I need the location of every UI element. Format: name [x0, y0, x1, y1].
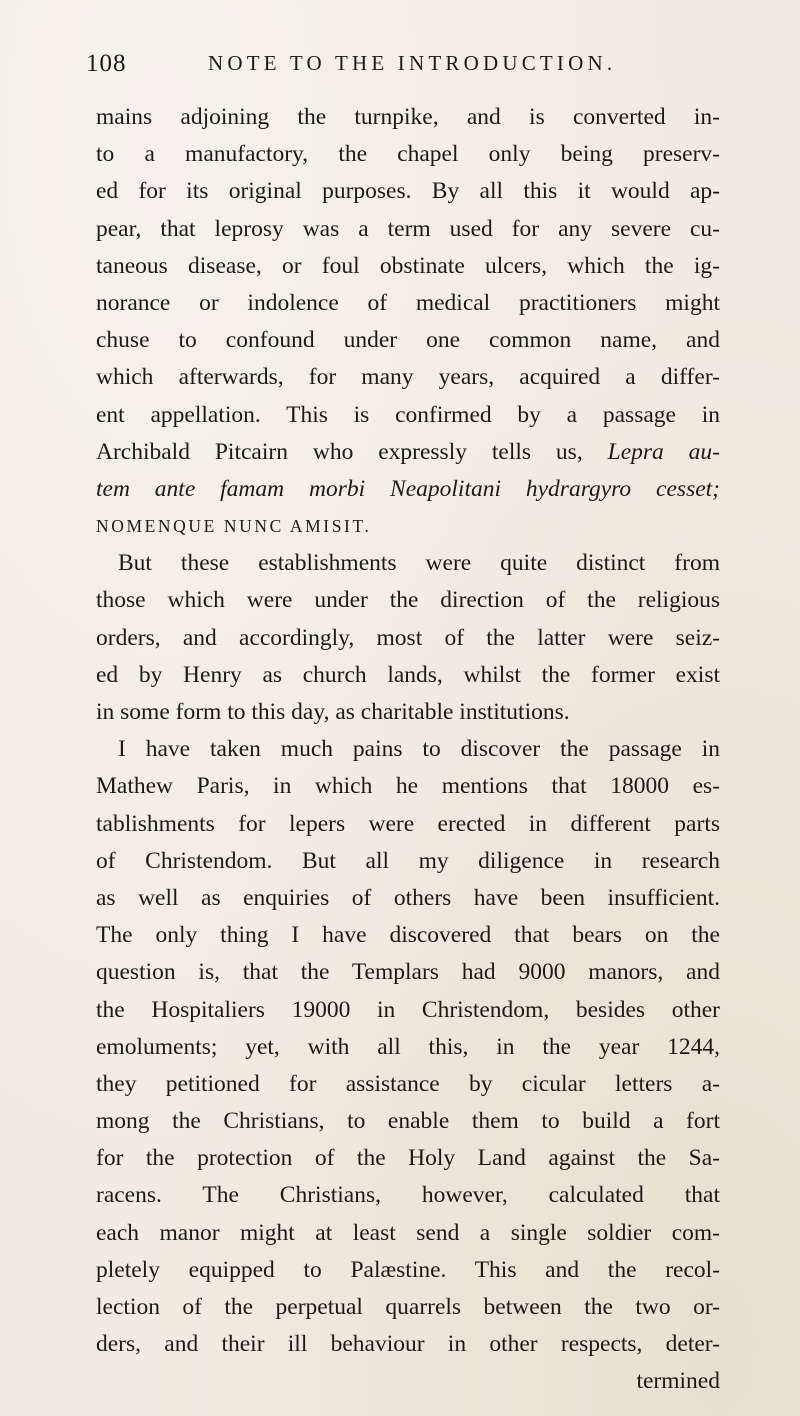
text-line: ent appellation. This is confirmed by a passage in: [96, 401, 720, 428]
text-line: which afterwards, for many years, acquired a differ-: [96, 364, 720, 391]
text-line: mong the Christians, to enable them to build a fort: [96, 1108, 720, 1135]
catchword: termined: [636, 1368, 720, 1395]
body-text: [96, 99, 720, 1401]
text-line: racens. The Christians, however, calculated that: [96, 1182, 720, 1209]
text-line: the Hospitaliers 19000 in Christendom, besides other: [96, 996, 720, 1023]
text-line: taneous disease, or foul obstinate ulcers, which the ig-: [96, 252, 720, 279]
text-line: norance or indolence of medical practitioners might: [96, 289, 720, 316]
text-line: The only thing I have discovered that bears on the: [96, 922, 720, 949]
text-line: pletely equipped to Palæstine. This and the recol-: [96, 1256, 720, 1283]
italic-quotation: tem ante famam morbi Neapolitani hydrargyro cesset;: [96, 475, 720, 502]
text-line: ed by Henry as church lands, whilst the former exist: [96, 661, 720, 688]
text-line: for the protection of the Holy Land against the Sa-: [96, 1145, 720, 1172]
italic-quotation-line: [96, 471, 720, 508]
text-line: each manor might at least send a single soldier com-: [96, 1219, 720, 1246]
text-line: pear, that leprosy was a term used for any severe cu-: [96, 215, 720, 242]
text-line: emoluments; yet, with all this, in the year 1244,: [96, 1033, 720, 1060]
text-line: question is, that the Templars had 9000 manors, and: [96, 959, 720, 986]
text-line-roman-part: Archibald Pitcairn who expressly tells us,: [96, 438, 583, 465]
text-line: chuse to confound under one common name, and: [96, 327, 720, 354]
page-number: 108: [86, 50, 127, 77]
text-line: Mathew Paris, in which he mentions that 18000 es-: [96, 773, 720, 800]
text-line: those which were under the direction of the religious: [96, 587, 720, 614]
italic-quotation: Lepra au-: [607, 438, 720, 465]
paragraph-last-line: in some form to this day, as charitable institutions.: [96, 699, 570, 725]
paragraph-first-line: But these establishments were quite distinct from: [118, 550, 720, 577]
text-line: mains adjoining the turnpike, and is converted in-: [96, 104, 720, 130]
text-line: of Christendom. But all my diligence in research: [96, 847, 720, 874]
text-line: they petitioned for assistance by cicular letters a-: [96, 1070, 720, 1097]
text-line: lection of the perpetual quarrels between the two or-: [96, 1294, 720, 1320]
small-caps-line: NOMENQUE NUNC AMISIT.: [96, 516, 372, 537]
running-head-title: NOTE TO THE INTRODUCTION.: [208, 51, 617, 75]
text-line: as well as enquiries of others have been insufficient.: [96, 884, 720, 911]
text-line-with-italic: [96, 434, 720, 471]
text-line: orders, and accordingly, most of the latter were seiz-: [96, 624, 720, 651]
running-head: [86, 50, 720, 90]
text-line: ed for its original purposes. By all this it would ap-: [96, 178, 720, 205]
text-line: to a manufactory, the chapel only being preserv-: [96, 141, 720, 168]
paragraph-first-line: I have taken much pains to discover the passage in: [118, 736, 720, 763]
text-line: tablishments for lepers were erected in different parts: [96, 810, 720, 837]
text-line: ders, and their ill behaviour in other respects, deter-: [96, 1331, 720, 1358]
